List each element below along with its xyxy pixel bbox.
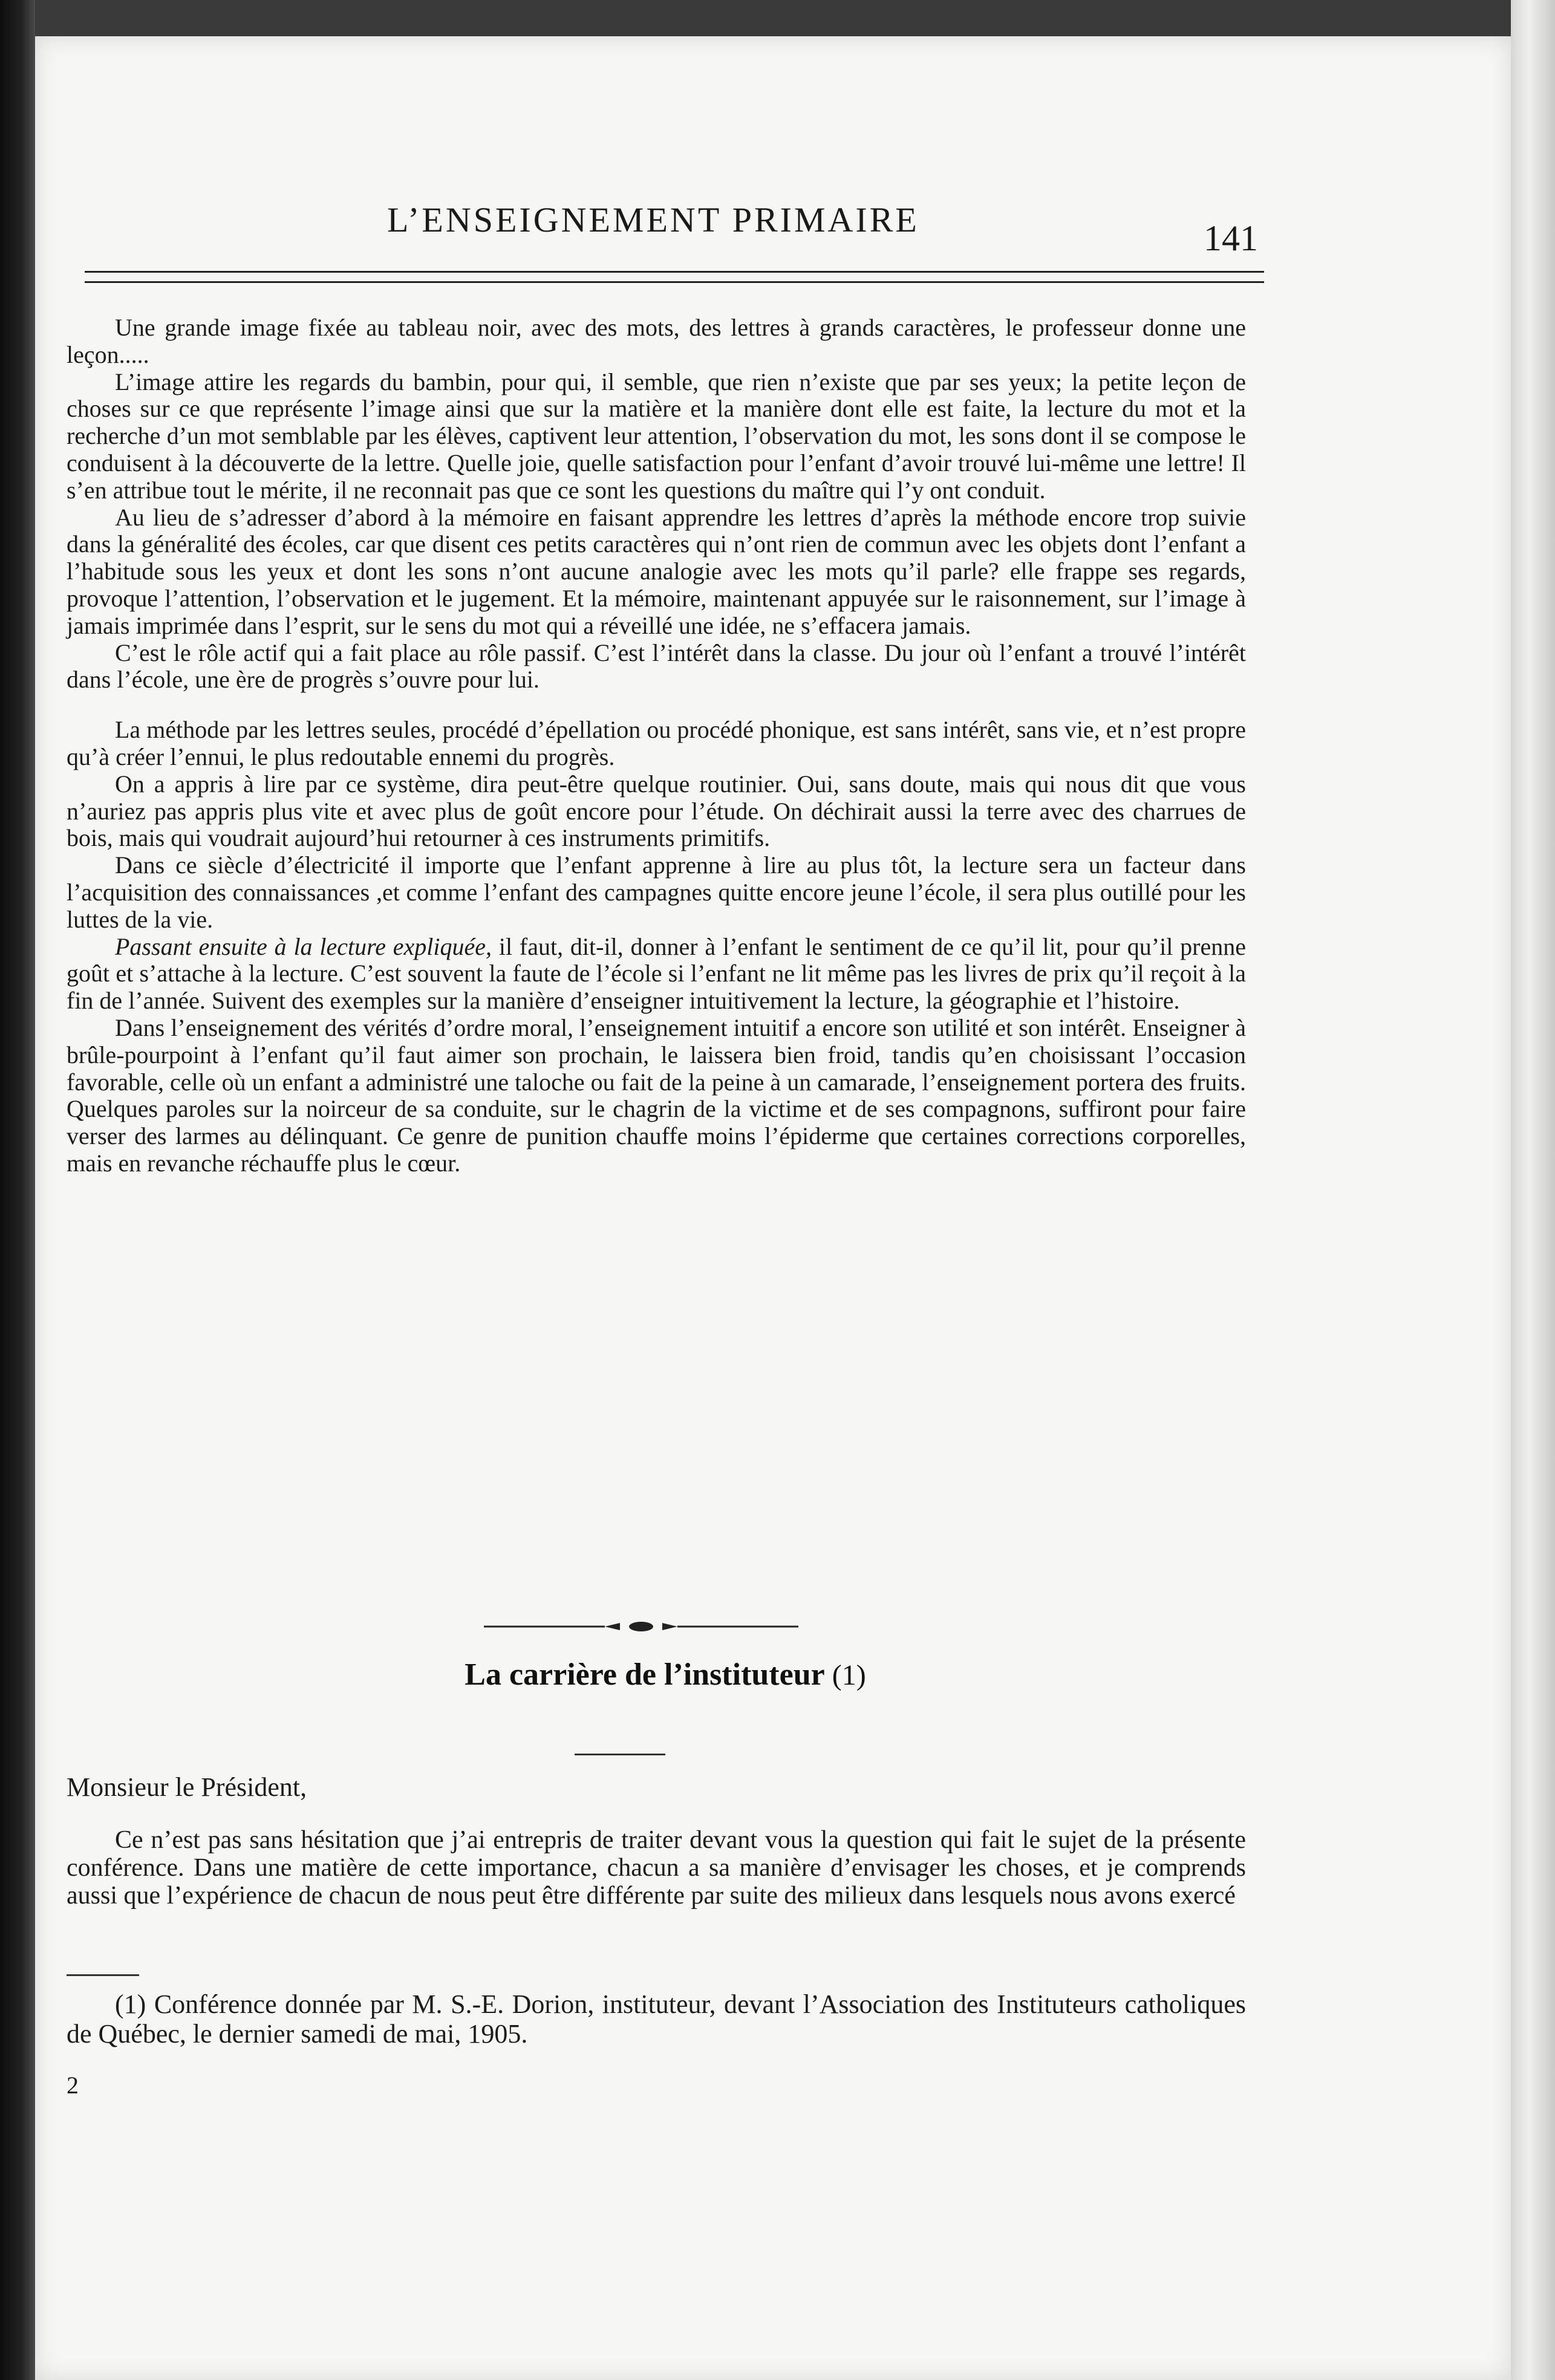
salutation: Monsieur le Président, [67, 1772, 307, 1802]
section-body [67, 1826, 1246, 1910]
paragraph: Ce n’est pas sans hésitation que j’ai entrepris de traiter devant vous la question qui fait le sujet de la présente conférence. Dans une matière de cette importance, chacun a sa manière d’envisager les choses, et je comprends aussi que l’expérience de chacun de nous peut être différente par suite des milieux dans lesquels nous avons exercé [67, 1826, 1246, 1910]
scan-right-edge [1511, 0, 1555, 2380]
paragraph: La méthode par les lettres seules, procédé d’épellation ou procédé phonique, est sans intérêt, sans vie, et n’est propre qu’à créer l’ennui, le plus redoutable ennemi du progrès. [67, 716, 1246, 770]
paragraph: On a appris à lire par ce système, dira peut-être quelque routinier. Oui, sans doute, mais qui nous dit que vous n’auriez pas appris plus vite et avec plus de goût encore pour l’étude. On déchirait aussi la terre avec des charrues de bois, mais qui voudrait aujourd’hui retourner à ces instruments primitifs. [67, 770, 1246, 852]
paragraph: Au lieu de s’adresser d’abord à la mémoire en faisant apprendre les lettres d’après la méthode encore trop suivie dans la généralité des écoles, car que disent ces petits caractères qui n’ont rien de commun avec les objets dont l’enfant a l’habitude sous les yeux et dont les sons n’ont aucune analogie avec les mots qu’il parle? elle frappe ses regards, provoque l’attention, l’observation et le jugement. Et la mémoire, maintenant appuyée sur le raisonnement, sur l’image à jamais imprimée dans l’esprit, sur le sens du mot qui a réveillé une idée, ne s’effacera jamais. [67, 503, 1246, 639]
paragraph: L’image attire les regards du bambin, pour qui, il semble, que rien n’existe que par ses yeux; la petite leçon de choses sur ce que représente l’image ainsi que sur la matière et la manière dont elle est faite, la lecture du mot et la recherche d’un mot semblable par les élèves, captivent leur attention, l’observation du mot, les sons dont il se compose le conduisent à la découverte de la lettre. Quelle joie, quelle satisfaction pour l’enfant d’avoir trouvé lui-même une lettre! Il s’en attribue tout le mérite, il ne reconnait pas que ce sont les questions du maître qui l’y ont conduit. [67, 368, 1246, 504]
ornament-divider [484, 1621, 798, 1633]
page-number: 141 [1204, 218, 1258, 258]
footnote-text: (1) Conférence donnée par M. S.-E. Dorion, instituteur, devant l’Association des Instituteurs catholiques de Québec, le dernier samedi de mai, 1905. [67, 1989, 1246, 2049]
article-body [67, 314, 1246, 1177]
scan-left-edge [0, 0, 35, 2380]
paragraph: Dans l’enseignement des vérités d’ordre moral, l’enseignement intuitif a encore son utilité et son intérêt. Enseigner à brûle-pourpoint à l’enfant qu’il faut aimer son prochain, le laissera bien froid, tandis qu’en choisissant l’occasion favorable, celle où un enfant a administré une taloche ou fait de la peine à un camarade, l’enseignement portera des fruits. Quelques paroles sur la noirceur de sa conduite, sur le chagrin de la victime et de ses compagnons, suffiront pour faire verser des larmes au délinquant. Ce genre de punition chauffe moins l’épiderme que certaines corrections corporelles, mais en revanche réchauffe plus le cœur. [67, 1013, 1246, 1177]
footnote [67, 1989, 1246, 2049]
paragraph: Dans ce siècle d’électricité il importe que l’enfant apprenne à lire au plus tôt, la lecture sera un facteur dans l’acquisition des connaissances ,et comme l’enfant des campagnes quitte encore jeune l’école, il sera plus outillé pour les luttes de la vie. [67, 851, 1246, 933]
footnote-reference: (1) [832, 1659, 866, 1691]
running-head: L’ENSEIGNEMENT PRIMAIRE [387, 200, 919, 239]
paragraph: C’est le rôle actif qui a fait place au rôle passif. C’est l’intérêt dans la classe. Du jour où l’enfant a trouvé l’intérêt dans l’école, une ère de progrès s’ouvre pour lui. [67, 639, 1246, 694]
paragraph: Une grande image fixée au tableau noir, avec des mots, des lettres à grands caractères, le professeur donne une leçon..... [67, 314, 1246, 368]
paragraph-italic-lead [67, 934, 1246, 1015]
section-title-text: La carrière de l’instituteur [465, 1657, 824, 1692]
italic-paragraph-rest: il faut, dit-il, donner à l’enfant le sentiment de ce qu’il lit, pour qu’il prenne goût et s’attache à la lecture. C’est souvent la faute de l’école si l’enfant ne lit même pas les livres de prix qu’il reçoit à la fin de l’année. Suivent des exemples sur la manière d’enseigner intuitivement la lecture, la géographie et l’histoire. [67, 932, 1246, 1015]
italic-lead: Passant ensuite à la lecture expliquée, [115, 932, 492, 960]
footnote-rule [67, 1974, 139, 1976]
page-header [85, 163, 1264, 260]
section-title [363, 1657, 968, 1692]
signature-mark: 2 [67, 2072, 79, 2099]
title-rule [575, 1754, 665, 1755]
header-rule [85, 271, 1264, 283]
